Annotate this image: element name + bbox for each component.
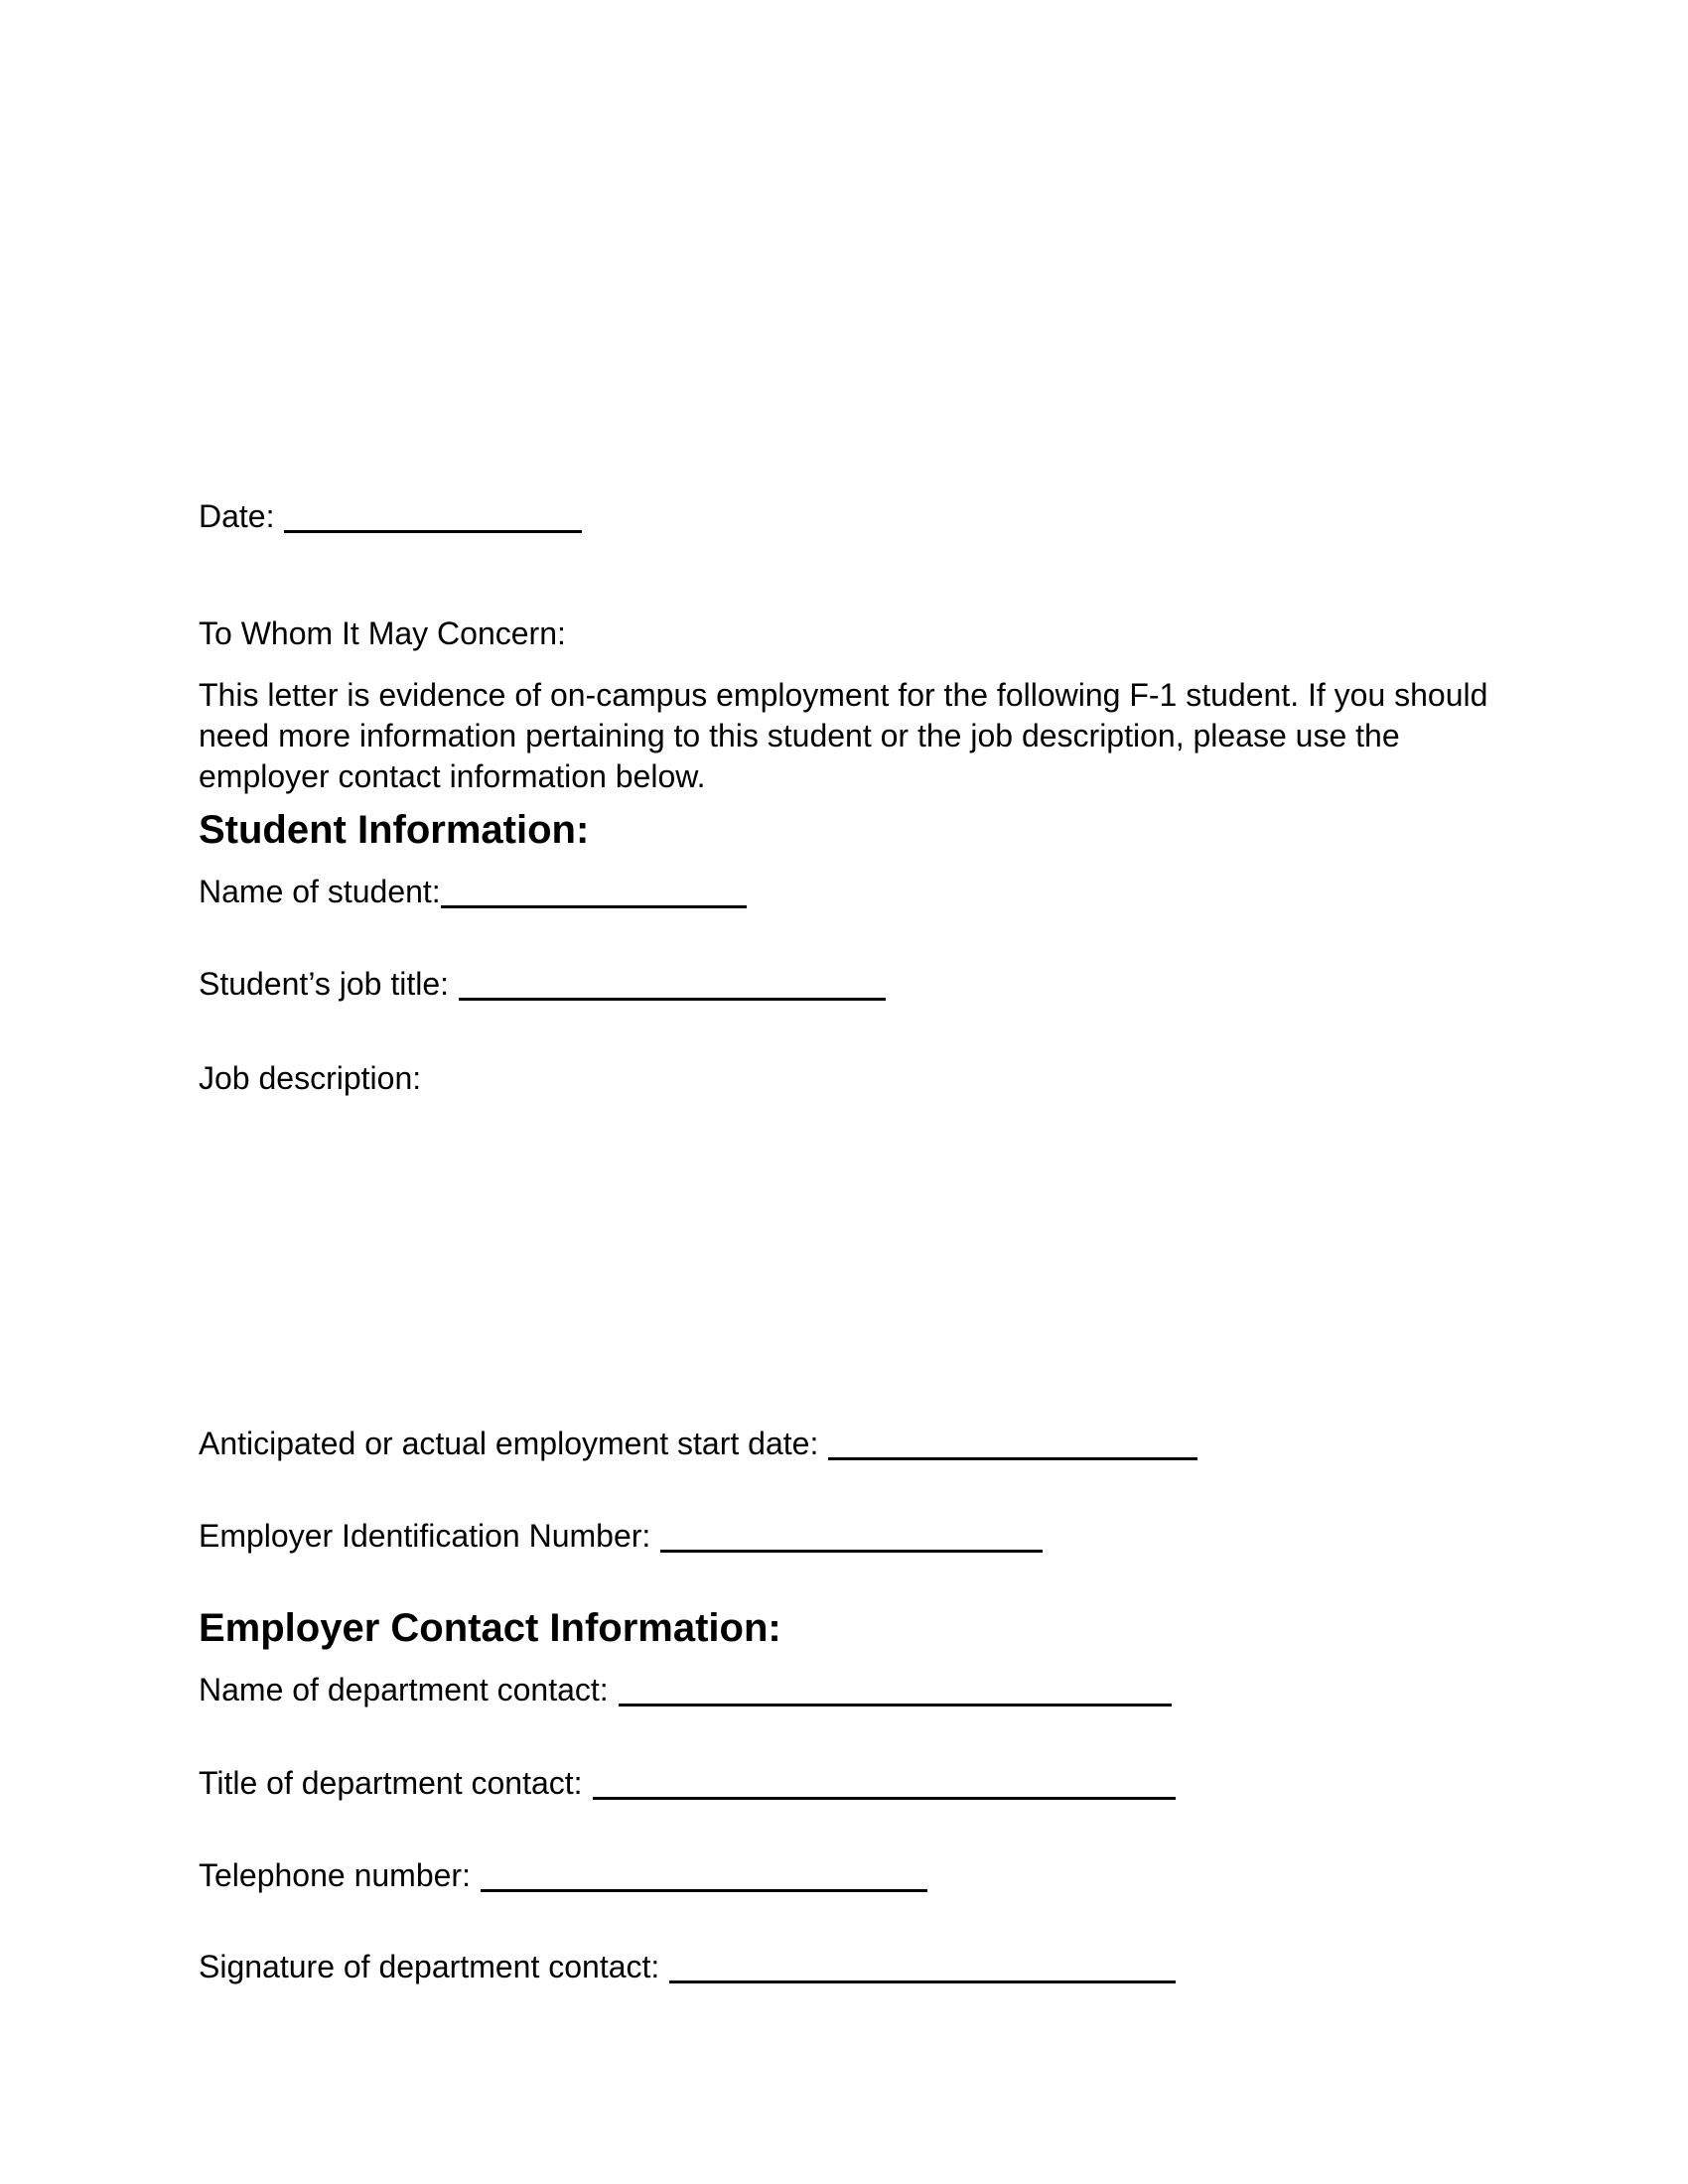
salutation — [199, 614, 566, 653]
department-contact-title-field — [199, 1763, 1176, 1803]
date-field — [199, 496, 582, 536]
student-name-label: Name of student: — [199, 874, 441, 909]
salutation-text: To Whom It May Concern: — [199, 615, 566, 651]
department-contact-title-blank-line — [593, 1777, 1176, 1800]
student-job-title-field — [199, 964, 886, 1004]
intro-paragraph — [199, 675, 1519, 797]
telephone-number-blank-line — [481, 1869, 927, 1892]
telephone-number-label: Telephone number: — [199, 1857, 471, 1893]
department-contact-name-label: Name of department contact: — [199, 1672, 609, 1707]
ein-label: Employer Identification Number: — [199, 1518, 651, 1554]
department-contact-signature-blank-line — [669, 1961, 1176, 1983]
department-contact-signature-label: Signature of department contact: — [199, 1949, 660, 1984]
telephone-number-field — [199, 1855, 927, 1895]
department-contact-name-field — [199, 1670, 1172, 1709]
student-information-heading — [199, 806, 589, 854]
department-contact-title-label: Title of department contact: — [199, 1765, 583, 1801]
start-date-label: Anticipated or actual employment start date: — [199, 1426, 819, 1461]
intro-line-3: employer contact information below. — [199, 758, 706, 794]
student-name-field — [199, 872, 747, 911]
date-blank-line — [284, 510, 582, 533]
start-date-blank-line — [828, 1437, 1197, 1460]
student-information-heading-text: Student Information: — [199, 808, 590, 852]
date-label: Date: — [199, 498, 275, 534]
job-description-label: Job description: — [199, 1060, 422, 1096]
ein-field — [199, 1516, 1043, 1556]
start-date-field — [199, 1424, 1197, 1463]
job-description-field — [199, 1058, 421, 1098]
ein-blank-line — [660, 1530, 1043, 1553]
intro-line-2: need more information pertaining to this student or the job description, please use the — [199, 718, 1400, 753]
student-name-blank-line — [441, 886, 747, 908]
intro-line-1: This letter is evidence of on-campus employment for the following F-1 student. If you should — [199, 677, 1488, 713]
employer-contact-heading — [199, 1604, 781, 1652]
department-contact-name-blank-line — [619, 1684, 1172, 1706]
student-job-title-label: Student’s job title: — [199, 966, 450, 1002]
student-job-title-blank-line — [459, 978, 886, 1001]
department-contact-signature-field — [199, 1947, 1176, 1986]
employer-contact-heading-text: Employer Contact Information: — [199, 1606, 781, 1650]
